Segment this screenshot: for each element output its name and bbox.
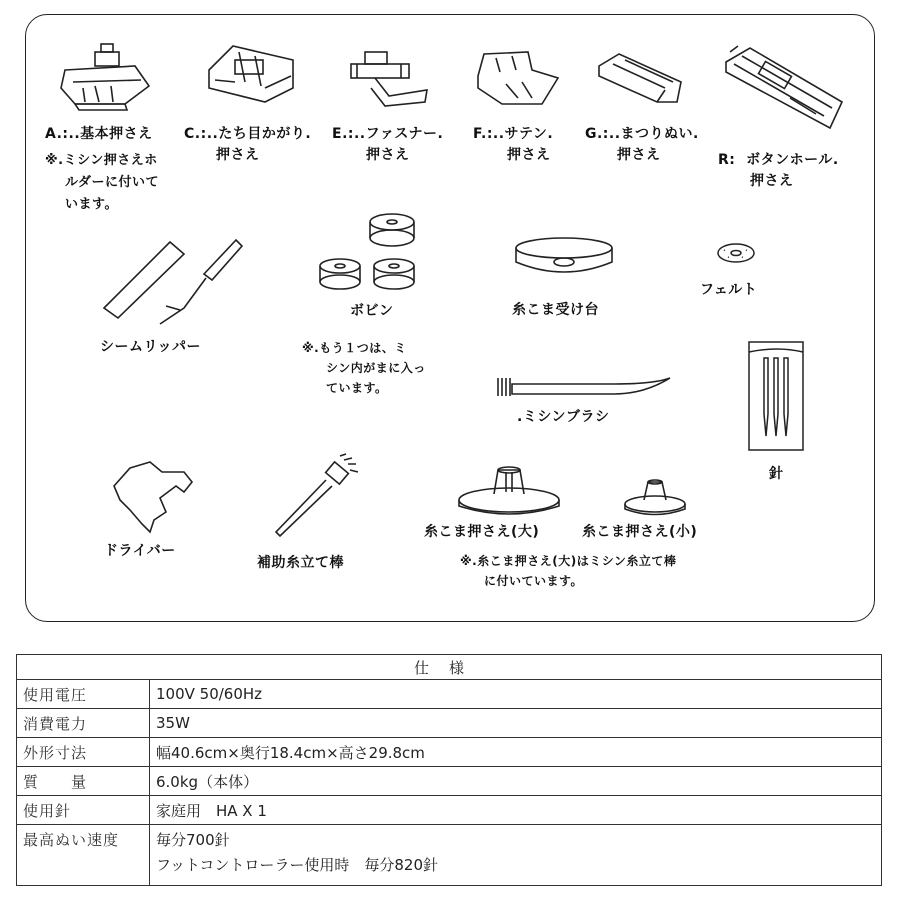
foot-a-note-line-3: います。 (65, 197, 118, 212)
spec-value: 100V 50/60Hz (150, 680, 882, 709)
spec-value: 家庭用 HA X 1 (150, 796, 882, 825)
foot-g-label (585, 124, 699, 166)
brush-image (494, 374, 672, 404)
spool-cap-large-image (454, 464, 564, 520)
foot-f-label (473, 124, 553, 166)
foot-g-image (595, 50, 687, 106)
foot-f-image (472, 48, 564, 108)
spec-label: 最高ぬい速度 (17, 825, 150, 886)
seam-ripper-label: シームリッパー (100, 339, 201, 355)
felt-image (716, 242, 756, 264)
foot-a-note (45, 150, 159, 216)
spool-cap-note-line-1: ※.糸こま押さえ(大)はミシン糸立て棒 (460, 554, 677, 568)
spec-label: 使用電圧 (17, 680, 150, 709)
spec-value: 35W (150, 709, 882, 738)
foot-r-label-line-1: R: ボタンホール. (718, 152, 839, 168)
spec-row (17, 767, 882, 796)
spec-value-multiline (150, 825, 882, 886)
spool-stand-image (512, 236, 616, 284)
spool-cap-small-label: 糸こま押さえ(小) (582, 524, 698, 540)
brush-label: .ミシンブラシ (517, 409, 610, 425)
foot-c-image (205, 42, 297, 104)
foot-e-label-line-2: 押さえ (366, 147, 410, 163)
spec-row (17, 680, 882, 709)
felt-label: フェルト (700, 282, 758, 298)
foot-c-label-line-2: 押さえ (216, 147, 260, 163)
spool-cap-note (460, 551, 676, 591)
seam-ripper-image (100, 236, 250, 326)
spec-header-row (17, 655, 882, 680)
foot-e-image (345, 48, 435, 108)
foot-a-image (55, 42, 155, 114)
foot-f-label-line-1: F.:..サテン. (473, 126, 554, 142)
spec-label: 質 量 (17, 767, 150, 796)
foot-g-label-line-1: G.:..まつりぬい. (585, 126, 699, 142)
foot-r-label-line-2: 押さえ (750, 173, 794, 189)
foot-c-label-line-1: C.:..たち目かがり. (184, 126, 312, 142)
foot-r-image (720, 42, 845, 134)
aux-spool-pin-image (270, 452, 362, 538)
spec-row (17, 825, 882, 886)
spec-title: 仕様 (17, 655, 882, 680)
spool-stand-label: 糸こま受け台 (512, 302, 599, 318)
bobbin-label: ボビン (350, 303, 394, 319)
spool-cap-large-label: 糸こま押さえ(大) (424, 524, 540, 540)
spec-label: 外形寸法 (17, 738, 150, 767)
bobbin-note-line-2: シン内がまに入っ (326, 361, 426, 375)
foot-e-label-line-1: E.:..ファスナー. (332, 126, 444, 142)
spec-value: 毎分700針 (156, 831, 230, 849)
foot-a-label (45, 124, 153, 145)
foot-f-label-line-2: 押さえ (507, 147, 551, 163)
foot-e-label (332, 124, 443, 166)
foot-r-label (718, 150, 839, 192)
spec-row (17, 738, 882, 767)
spec-value-line-2: フットコントローラー使用時 毎分820針 (156, 856, 438, 874)
foot-g-label-line-2: 押さえ (617, 147, 661, 163)
foot-a-note-line-2: ルダーに付いて (65, 175, 159, 190)
spec-row (17, 796, 882, 825)
bobbin-note-line-3: ています。 (326, 381, 388, 395)
spec-table (16, 654, 882, 886)
spool-cap-note-line-2: に付いています。 (484, 574, 584, 588)
spec-row (17, 709, 882, 738)
spec-label: 使用針 (17, 796, 150, 825)
screwdriver-label: ドライバー (104, 543, 176, 559)
spec-label: 消費電力 (17, 709, 150, 738)
screwdriver-image (110, 458, 200, 534)
aux-spool-pin-label: 補助糸立て棒 (257, 555, 344, 571)
needle-label: 針 (769, 466, 784, 482)
needle-pack-image (747, 340, 805, 452)
spec-value: 幅40.6cm×奥行18.4cm×高さ29.8cm (150, 738, 882, 767)
bobbins-image (318, 212, 418, 298)
spec-value: 6.0kg（本体） (150, 767, 882, 796)
spool-cap-small-image (620, 478, 690, 518)
bobbin-note-line-1: ※.もう１つは、ミ (302, 341, 407, 355)
foot-c-label (184, 124, 311, 166)
foot-a-label-line: A.:..基本押さえ (45, 126, 153, 142)
foot-a-note-line-1: ※.ミシン押さえホ (45, 153, 158, 168)
bobbin-note (302, 338, 426, 398)
